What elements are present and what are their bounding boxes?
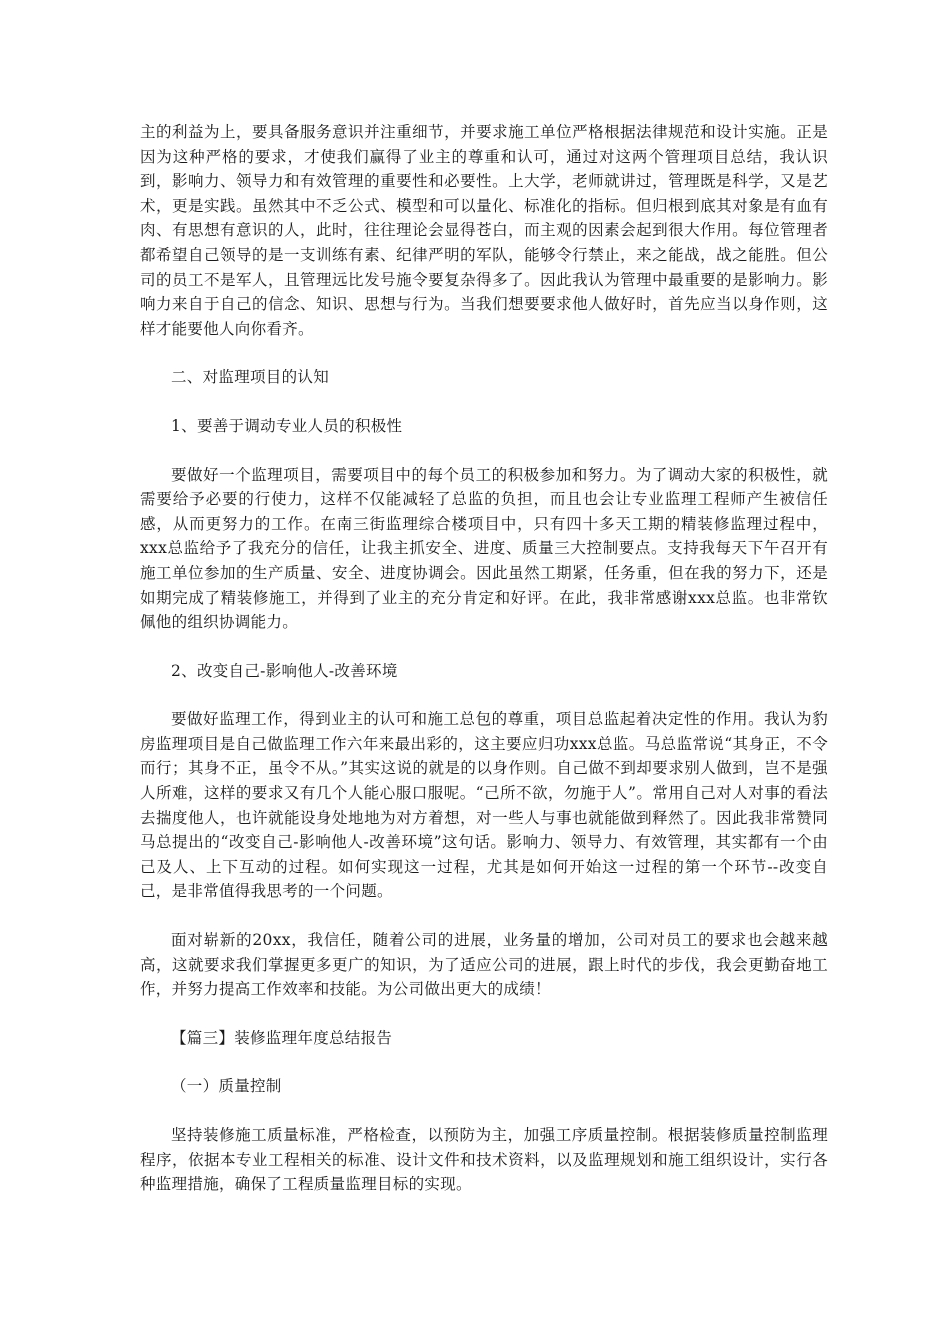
paragraph-new-year: 面对崭新的20xx，我信任，随着公司的进展，业务量的增加，公司对员工的要求也会越来越高，这就要求我们掌握更多更广的知识，为了适应公司的进展，跟上时代的步伐，我会更勤奋地工作，并努力提高工作效率和技能。为公司做出更大的成绩！ [140,931,828,999]
section-heading-supervision-project: 二、对监理项目的认知 [171,368,330,387]
subheading-motivate-staff: 1、要善于调动专业人员的积极性 [171,416,403,435]
paragraph-quality-control: 坚持装修施工质量标准，严格检查，以预防为主，加强工序质量控制。根据装修质量控制监理程序，依据本专业工程相关的标准、设计文件和技术资料，以及监理规划和施工组织设计，实行各种监理措施，确保了工程质量监理目标的实现。 [140,1126,828,1194]
subheading-quality-control: （一）质量控制 [171,1077,282,1096]
paragraph-change-self: 要做好监理工作，得到业主的认可和施工总包的尊重，项目总监起着决定性的作用。我认为豹房监理项目是自己做监理工作六年来最出彩的，这主要应归功xxx总监。马总监常说“其身正，不令而行；其身不正，虽令不从。”其实这说的就是的以身作则。自己做不到却要求别人做到，岂不是强人所难，这样的要求又有几个人能心服口服呢。“己所不欲，勿施于人”。常用自己对人对事的看法去揣度他人，也许就能设身处地地为对方着想，对一些人与事也就能做到释然了。因此我非常赞同马总提出的“改变自己-影响他人-改善环境”这句话。影响力、领导力、有效管理，其实都有一个由己及人、上下互动的过程。如何实现这一过程，尤其是如何开始这一过程的第一个环节--改变自己，是非常值得我思考的一个问题。 [140,710,828,901]
section-heading-part-three: 【篇三】装修监理年度总结报告 [171,1028,393,1047]
paragraph-motivate-staff: 要做好一个监理项目，需要项目中的每个员工的积极参加和努力。为了调动大家的积极性，就需要给予必要的行使力，这样不仅能减轻了总监的负担，而且也会让专业监理工程师产生被信任感，从而更努力的工作。在南三街监理综合楼项目中，只有四十多天工期的精装修监理过程中，xxx总监给予了我充分的信任，让我主抓安全、进度、质量三大控制要点。支持我每天下午召开有施工单位参加的生产质量、安全、进度协调会。因此虽然工期紧，任务重，但在我的努力下，还是如期完成了精装修施工，并得到了业主的充分肯定和好评。在此，我非常感谢xxx总监。也非常钦佩他的组织协调能力。 [140,465,828,632]
document-page [140,120,828,1221]
paragraph-intro-continuation: 主的利益为上，要具备服务意识并注重细节，并要求施工单位严格根据法律规范和设计实施。正是因为这种严格的要求，才使我们赢得了业主的尊重和认可，通过对这两个管理项目总结，我认识到，影响力、领导力和有效管理的重要性和必要性。上大学，老师就讲过，管理既是科学，又是艺术，更是实践。虽然其中不乏公式、模型和可以量化、标准化的指标。但归根到底其对象是有血有肉、有思想有意识的人，此时，往往理论会显得苍白，而主观的因素会起到很大作用。每位管理者都希望自己领导的是一支训练有素、纪律严明的军队，能够令行禁止，来之能战，战之能胜。但公司的员工不是军人，且管理远比发号施令要复杂得多了。因此我认为管理中最重要的是影响力。影响力来自于自己的信念、知识、思想与行为。当我们想要要求他人做好时，首先应当以身作则，这样才能要他人向你看齐。 [140,123,828,338]
subheading-change-self: 2、改变自己-影响他人-改善环境 [171,661,398,680]
